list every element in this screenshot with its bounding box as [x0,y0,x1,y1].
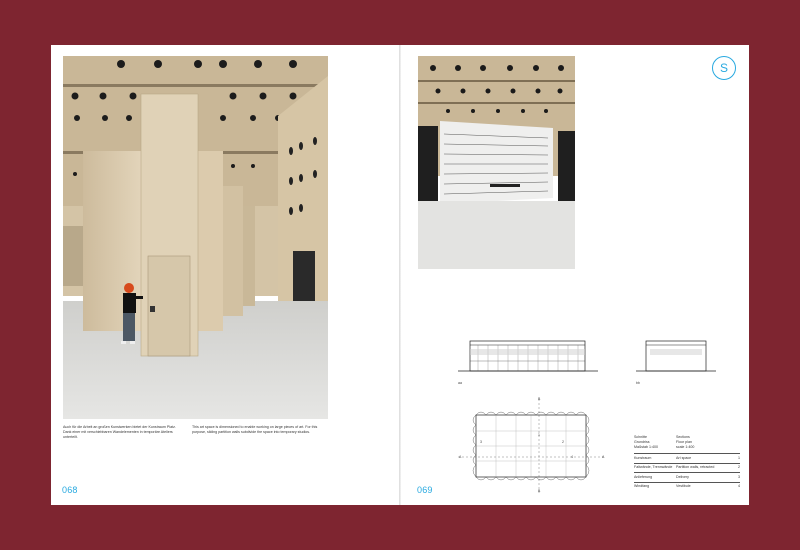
section-aa-drawing [458,333,613,383]
legend-row-en: Partition walls, retracted [676,465,715,470]
floor-plan-drawing [456,397,606,497]
axis-b-bottom: B [538,489,541,493]
legend-header-en-1: Sections [676,435,690,439]
legend-row-number: 1 [738,455,740,460]
legend-row-de: Windfang [634,484,650,489]
legend-row-de: Kunstraum [634,455,652,460]
legend-header-de-2: Grundriss [634,440,650,444]
legend-header-en-2: Floor plan [676,440,692,444]
art-space-wall-photo [418,56,575,269]
legend-row-number: 2 [738,465,740,470]
legend-row-en: Vestibule [676,484,691,489]
art-space-interior-photo [63,56,328,419]
room-number-4: 4 [571,455,573,459]
room-number-2: 2 [562,440,564,444]
left-page [51,45,399,505]
legend-row [634,472,740,482]
legend-row-de: Anlieferung [634,474,653,479]
drawing-legend [634,435,740,491]
page-number-right: 069 [417,485,433,495]
axis-a-left: A [459,455,462,459]
section-bb-label: bb [636,381,640,385]
legend-row-en: Delivery [676,474,689,479]
caption-english: This art space is dimensioned to enable working on large pieces of art. For this purpose, sliding partition walls subdivide the space into temporary studios. [192,425,318,434]
page-number-left: 068 [62,485,78,495]
legend-header-de-3: Maßstab 1:400 [634,445,658,449]
legend-header-en-3: scale 1:400 [676,445,695,449]
right-page [401,45,749,505]
legend-row [634,482,740,492]
legend-row-number: 4 [738,484,740,489]
room-number-3: 3 [480,440,482,444]
axis-a-right: A [602,455,605,459]
legend-row-de: Faltwände, Trennwände [634,465,673,470]
legend-header-de-1: Schnitte [634,435,647,439]
caption-german: Auch für die Arbeit an großen Kunstwerken bietet der Kunstraum Platz. Dank einer mit verschiebbaren Wandelementen in temporäre Ateliers unterteilt. [63,425,176,439]
axis-b-top: B [538,397,541,401]
section-bb-drawing [636,333,726,383]
legend-row [634,463,740,473]
room-number-1: 1 [538,433,540,437]
legend-row-en: Art space [676,455,692,460]
legend-row-number: 3 [738,474,740,479]
section-aa-label: aa [458,381,462,385]
section-badge: S [712,56,736,80]
legend-row [634,453,740,463]
